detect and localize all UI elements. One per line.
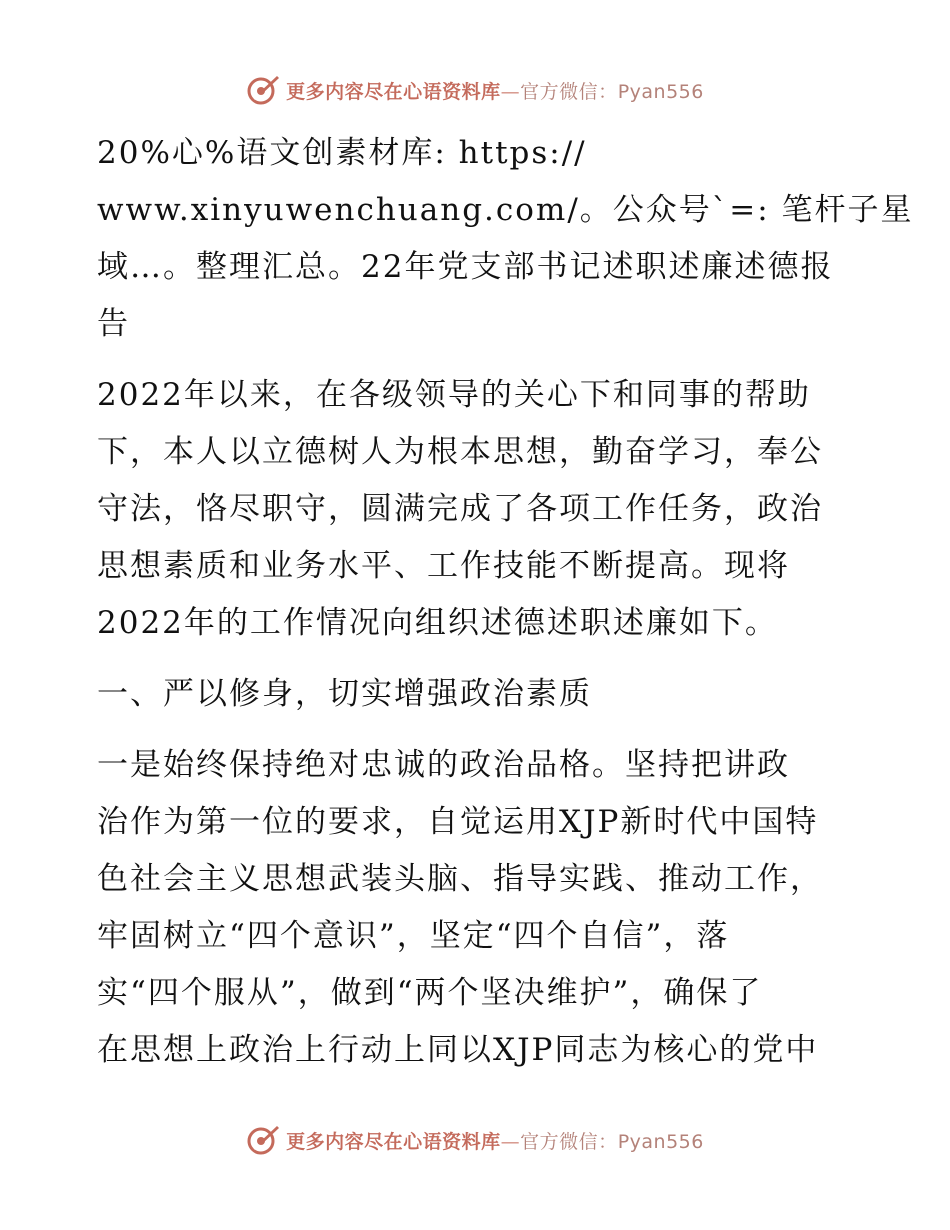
watermark-label: 官方微信：	[520, 1130, 618, 1153]
text-line: 实“四个服从”，做到“两个坚决维护”，确保了	[97, 975, 763, 1011]
watermark-site-name: 更多内容尽在心语资料库	[286, 80, 501, 103]
paragraph-loyalty	[97, 737, 857, 1079]
text-line: 守法，恪尽职守，圆满完成了各项工作任务，政治	[97, 491, 823, 527]
watermark-banner-bottom	[0, 1120, 950, 1160]
text-line: 下，本人以立德树人为根本思想，勤奋学习，奉公	[97, 434, 823, 470]
text-line: 一、严以修身，切实增强政治素质	[97, 676, 592, 712]
watermark-site-name: 更多内容尽在心语资料库	[286, 1130, 501, 1153]
document-body	[97, 125, 914, 1079]
text-line: 色社会主义思想武装头脑、指导实践、推动工作，	[97, 861, 823, 897]
text-line: 牢固树立“四个意识”，坚定“四个自信”，落	[97, 918, 730, 954]
watermark-text	[286, 1127, 704, 1154]
text-line: 告	[97, 306, 130, 342]
text-line: 一是始终保持绝对忠诚的政治品格。坚持把讲政	[97, 747, 790, 783]
watermark-label: 官方微信：	[520, 80, 618, 103]
paragraph-overview	[97, 367, 857, 652]
text-line: www.xinyuwenchuang.com/。公众号`=: 笔杆子星	[97, 192, 914, 228]
paragraph-intro	[97, 125, 914, 353]
text-line: 20%心%语文创素材库: https://	[97, 135, 587, 171]
text-line: 在思想上政治上行动上同以XJP同志为核心的党中	[97, 1032, 819, 1068]
watermark-text	[286, 77, 704, 104]
pen-logo-icon	[246, 73, 280, 107]
watermark-account: Pyan556	[617, 80, 704, 103]
section-heading	[97, 666, 857, 723]
text-line: 2022年的工作情况向组织述德述职述廉如下。	[97, 605, 778, 641]
watermark-banner-top	[0, 70, 950, 110]
text-line: 2022年以来，在各级领导的关心下和同事的帮助	[97, 377, 811, 413]
text-line: 治作为第一位的要求，自觉运用XJP新时代中国特	[97, 804, 819, 840]
pen-logo-icon	[246, 1123, 280, 1157]
text-line: 域…。整理汇总。22年党支部书记述职述廉述德报	[97, 249, 834, 285]
watermark-separator: —	[500, 1130, 521, 1153]
watermark-account: Pyan556	[617, 1130, 704, 1153]
watermark-separator: —	[500, 80, 521, 103]
text-line: 思想素质和业务水平、工作技能不断提高。现将	[97, 548, 790, 584]
